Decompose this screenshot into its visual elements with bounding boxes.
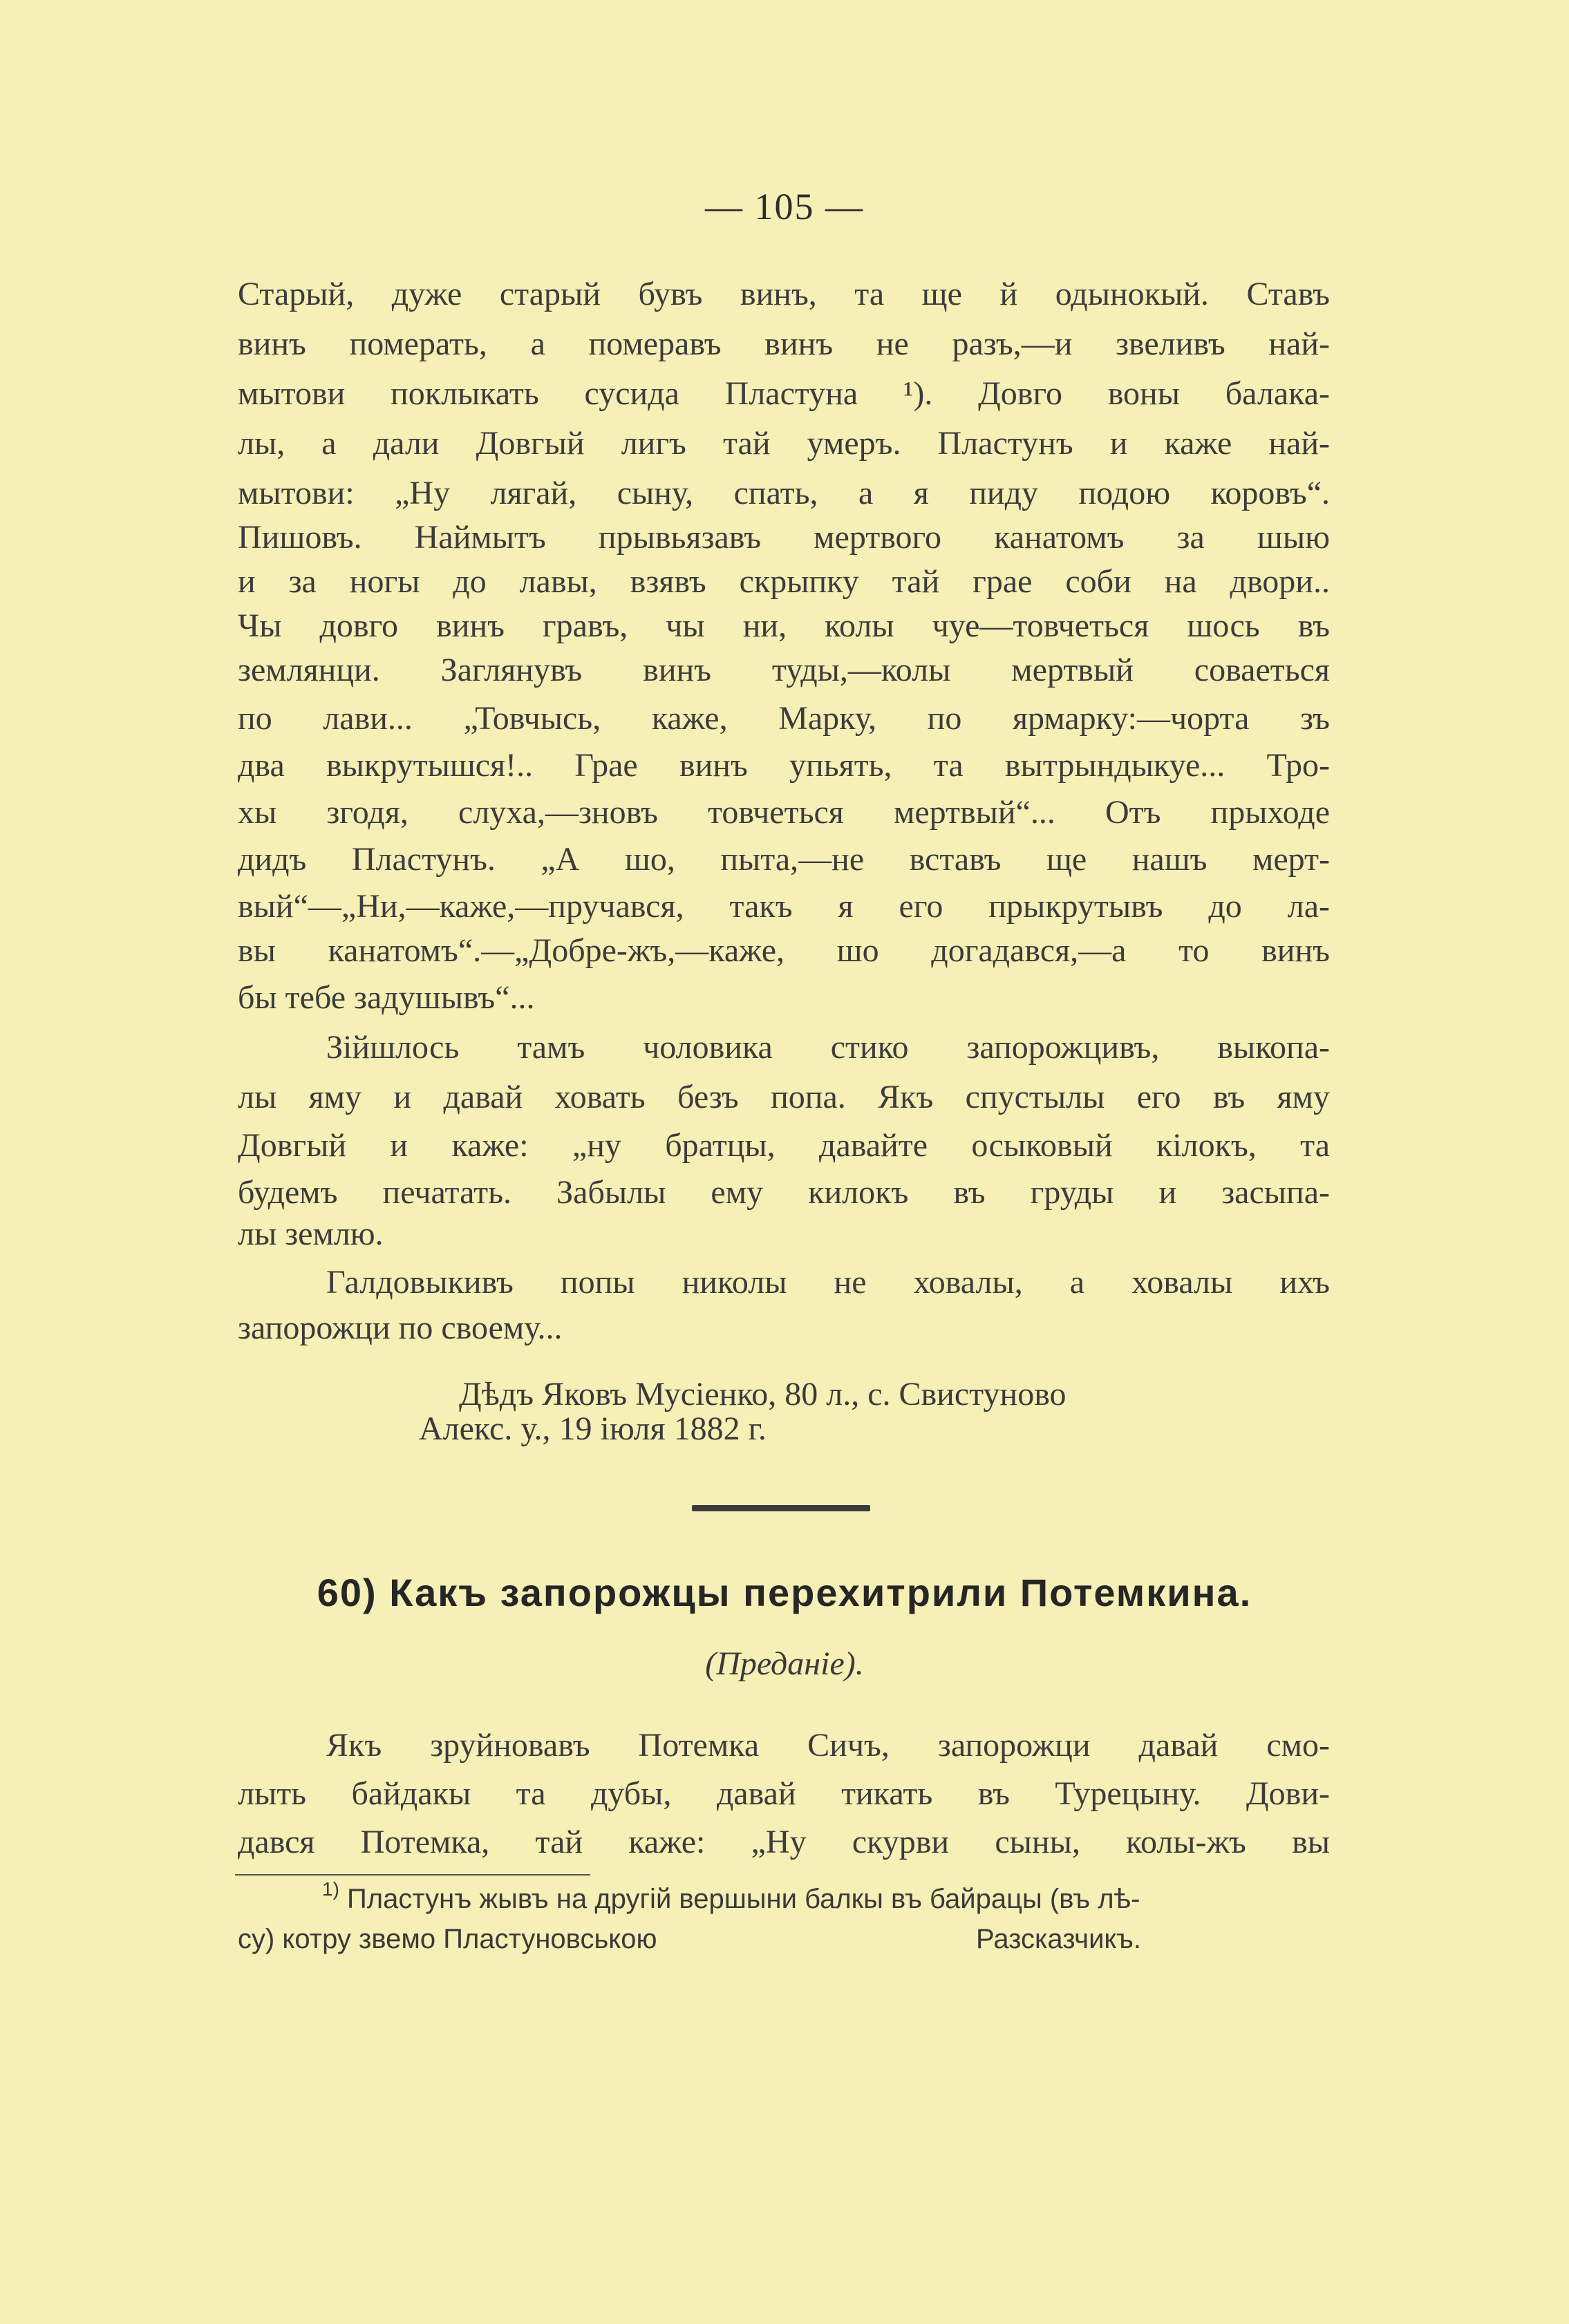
- footnote-attribution: Разсказчикъ.: [976, 1924, 1142, 1954]
- text-line: мытови: „Ну лягай, сыну, спать, а я пиду подою коровъ“.: [238, 475, 1330, 511]
- text-line: дався Потемка, тай каже: „Ну скурви сыны, колы-жъ вы: [238, 1824, 1330, 1860]
- footnote-line: [322, 1880, 1330, 1918]
- text-line: по лави... „Товчысь, каже, Марку, по ярмарку:—чорта зъ: [238, 700, 1330, 737]
- section-subtitle: (Преданіе).: [705, 1645, 864, 1682]
- text-line: лы яму и давай ховать безъ попа. Якъ спустылы его въ яму: [238, 1079, 1330, 1115]
- footnote-line: [238, 1920, 1330, 1958]
- footnote-marker: 1): [322, 1878, 339, 1900]
- text-line: вый“—„Ни,—каже,—пручався, такъ я его прыкрутывъ до ла-: [238, 888, 1330, 925]
- text-line: землянци. Заглянувъ винъ туды,—колы мертвый соваеться: [238, 652, 1330, 688]
- text-line: и за ногы до лавы, взявъ скрыпку тай грае соби на двори..: [238, 563, 1330, 600]
- section-divider: [692, 1505, 870, 1511]
- page-number: — 105 —: [705, 186, 864, 227]
- text-line: мытови поклыкать сусида Пластуна ¹). Довго воны балака-: [238, 375, 1330, 412]
- narrator-signature: Дѣдъ Яковъ Мусіенко, 80 л., с. Свистуново: [459, 1376, 1067, 1413]
- text-line: Якъ зруйновавъ Потемка Сичъ, запорожци давай смо-: [326, 1727, 1330, 1764]
- text-line: винъ померать, а померавъ винъ не разъ,—и звеливъ най-: [238, 325, 1330, 362]
- text-line: Галдовыкивъ попы николы не ховалы, а ховалы ихъ: [326, 1264, 1330, 1301]
- text-line: Довгый и каже: „ну братцы, давайте осыковый кілокъ, та: [238, 1127, 1330, 1164]
- text-line: лы, а дали Довгый лигъ тай умеръ. Пластунъ и каже най-: [238, 425, 1330, 462]
- text-line: бы тебе задушывъ“...: [238, 979, 535, 1016]
- section-title: 60) Какъ запорожцы перехитрили Потемкина.: [317, 1571, 1252, 1614]
- text-line: дидъ Пластунъ. „А шо, пыта,—не вставъ ще нашъ мерт-: [238, 841, 1330, 878]
- narrator-location-date: Алекс. у., 19 іюля 1882 г.: [419, 1410, 767, 1447]
- text-line: два выкрутышся!.. Грае винъ упьять, та вытрындыкуе... Тро-: [238, 747, 1330, 784]
- text-line: вы канатомъ“.—„Добре-жъ,—каже, шо догадався,—а то винъ: [238, 932, 1330, 969]
- text-line: хы згодя, слуха,—зновъ товчеться мертвый“... Отъ прыходе: [238, 794, 1330, 831]
- text-line: будемъ печатать. Забылы ему килокъ въ груды и засыпа-: [238, 1174, 1330, 1211]
- text-line: Чы довго винъ гравъ, чы ни, колы чуе—товчеться шось въ: [238, 607, 1330, 644]
- footnote-text: Пластунъ жывъ на другій вершыни балкы въ байрацы (въ лѣ-: [347, 1884, 1140, 1914]
- text-line: запорожци по своему...: [238, 1310, 563, 1346]
- text-line: лыть байдакы та дубы, давай тикать въ Турецыну. Дови-: [238, 1775, 1330, 1812]
- text-line: лы землю.: [238, 1216, 384, 1252]
- footnote-text: су) котру звемо Пластуновською: [238, 1924, 657, 1954]
- footnote-rule: [235, 1874, 590, 1876]
- text-line: Зійшлось тамъ чоловика стико запорожцивъ, выкопа-: [326, 1029, 1330, 1066]
- text-line: Старый, дуже старый бувъ винъ, та ще й одынокый. Ставъ: [238, 276, 1330, 312]
- text-line: Пишовъ. Наймытъ прывьязавъ мертвого канатомъ за шыю: [238, 519, 1330, 556]
